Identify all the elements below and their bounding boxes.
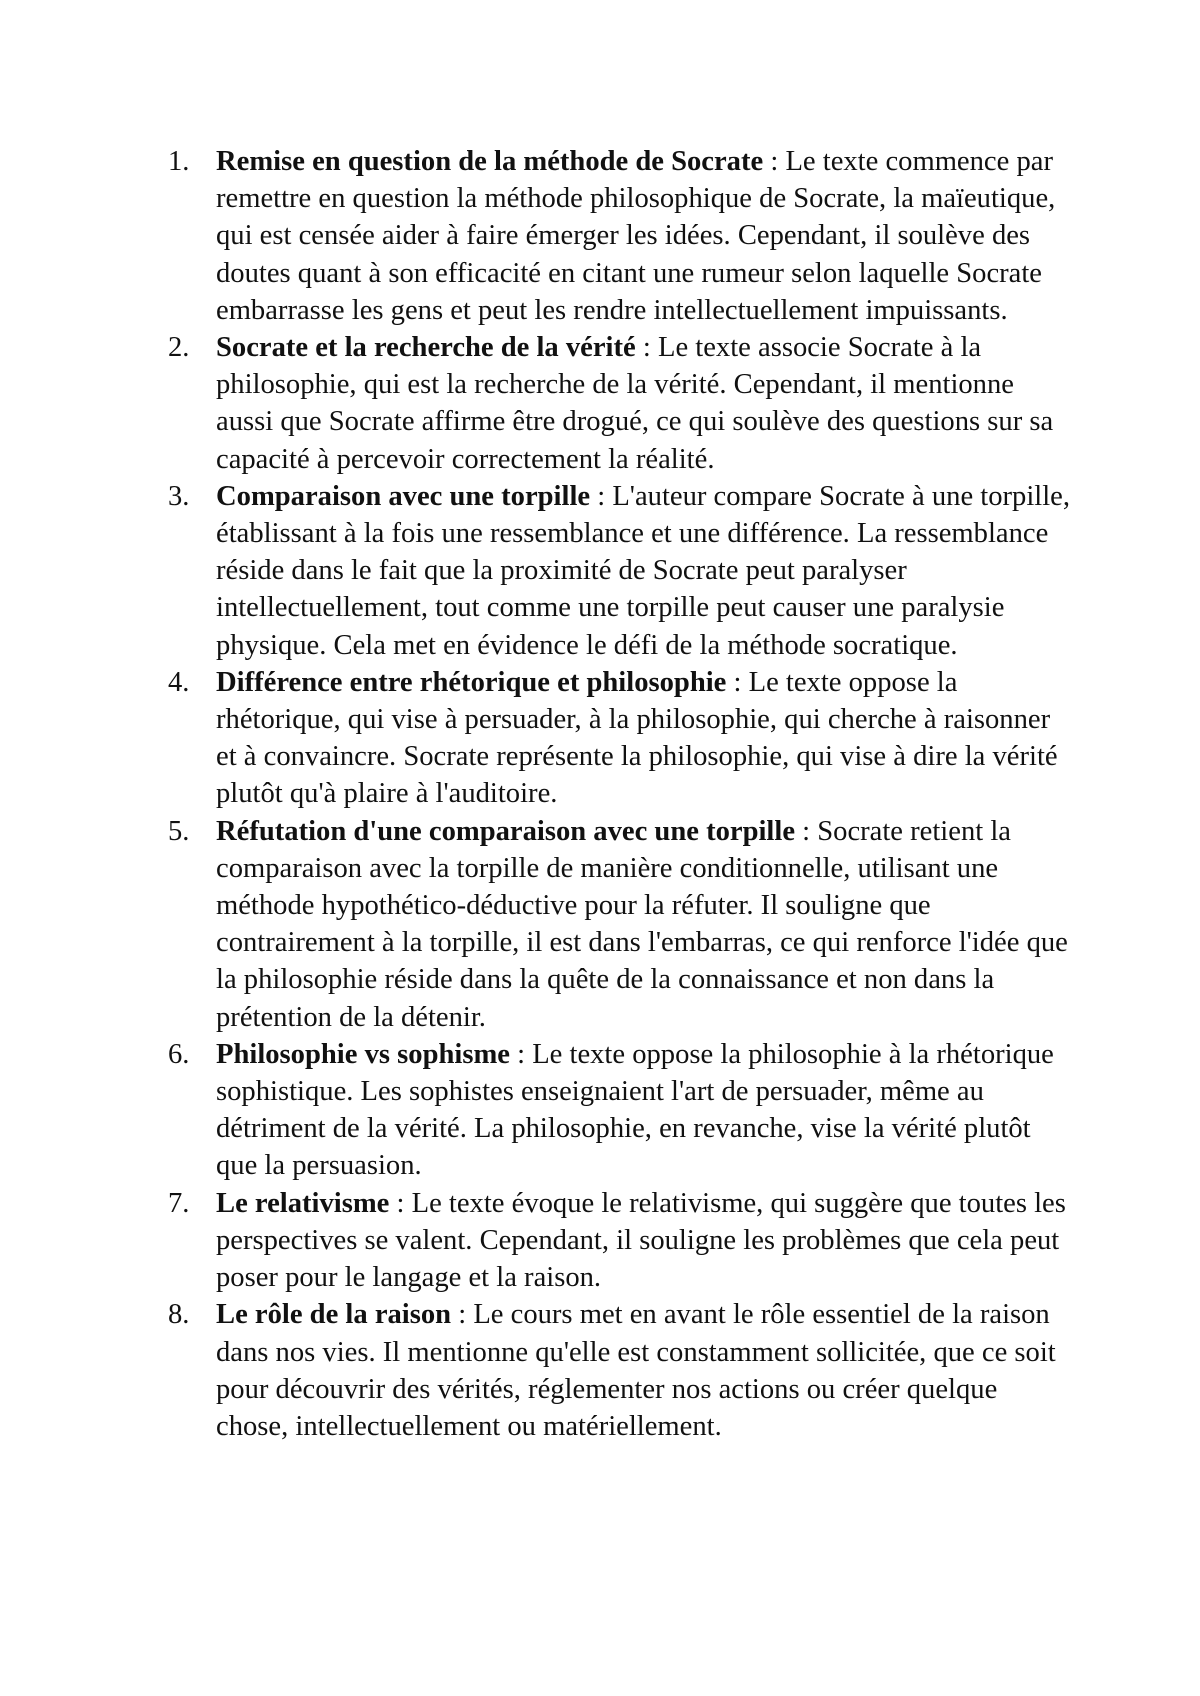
item-number: 2. [168,332,190,364]
item-body: : Le texte oppose la philosophie à la rhétorique sophistique. Les sophistes enseignaient l'art de persuader, même au détriment de la vérité. La philosophie, en revanche, vise la vérité plutôt que la persuasion. [216,1038,1054,1182]
item-title: Réfutation d'une comparaison avec une torpille [216,815,796,847]
list-item [168,664,1073,813]
item-text [216,813,1073,1036]
item-body: : Le texte oppose la rhétorique, qui vise à persuader, à la philosophie, qui cherche à raisonner et à convaincre. Socrate représente la philosophie, qui vise à dire la vérité plutôt qu'à plaire à l'auditoire. [216,666,1058,810]
item-number: 7. [168,1187,190,1219]
item-text [216,1036,1073,1185]
item-body: : Le texte évoque le relativisme, qui suggère que toutes les perspectives se valent. Cependant, il souligne les problèmes que cela peut poser pour le langage et la raison. [216,1187,1066,1294]
item-number: 6. [168,1038,190,1070]
item-number: 1. [168,146,190,177]
item-number: 8. [168,1299,190,1331]
item-title: Le relativisme [216,1187,390,1219]
item-number: 4. [168,666,190,698]
item-text [216,478,1073,664]
item-title: Le rôle de la raison [216,1299,452,1331]
list-item [168,813,1073,1036]
item-title: Comparaison avec une torpille [216,480,591,512]
item-number: 3. [168,480,190,512]
numbered-list [168,143,1073,1445]
item-title: Philosophie vs sophisme [216,1038,510,1070]
item-text [216,664,1073,813]
list-item [168,143,1073,329]
item-body: : Le cours met en avant le rôle essentiel de la raison dans nos vies. Il mentionne qu'elle est constamment sollicitée, que ce soit pour découvrir des vérités, réglementer nos actions ou créer quelque chose, intellectuellement ou matériellement. [216,1299,1056,1442]
item-title: Socrate et la recherche de la vérité [216,332,636,364]
item-body: : Le texte commence par remettre en question la méthode philosophique de Socrate, la maïeutique, qui est censée aider à faire émerger les idées. Cependant, il soulève des doutes quant à son efficacité en citant une rumeur selon laquelle Socrate embarrasse les gens et peut les rendre intellectuellement impuissants. [216,146,1056,326]
item-body: : Le texte associe Socrate à la philosophie, qui est la recherche de la vérité. Cependant, il mentionne aussi que Socrate affirme être drogué, ce qui soulève des questions sur sa capacité à percevoir correctement la réalité. [216,332,1054,475]
list-item [168,1036,1073,1185]
list-item [168,478,1073,664]
item-title: Différence entre rhétorique et philosophie [216,666,727,698]
item-body: : Socrate retient la comparaison avec la torpille de manière conditionnelle, utilisant une méthode hypothético-déductive pour la réfuter. Il souligne que contrairement à la torpille, il est dans l'embarras, ce qui renforce l'idée que la philosophie réside dans la quête de la connaissance et non dans la prétention de la détenir. [216,815,1068,1033]
list-item [168,1185,1073,1297]
list-item [168,1296,1073,1445]
item-text [216,1296,1073,1445]
item-text [216,329,1073,478]
item-title: Remise en question de la méthode de Socrate [216,146,764,177]
item-number: 5. [168,815,190,847]
item-text [216,143,1073,329]
item-text [216,1185,1073,1297]
list-item [168,329,1073,478]
item-body: : L'auteur compare Socrate à une torpille, établissant à la fois une ressemblance et une différence. La ressemblance réside dans le fait que la proximité de Socrate peut paralyser intellectuellement, tout comme une torpille peut causer une paralysie physique. Cela met en évidence le défi de la méthode socratique. [216,480,1071,661]
